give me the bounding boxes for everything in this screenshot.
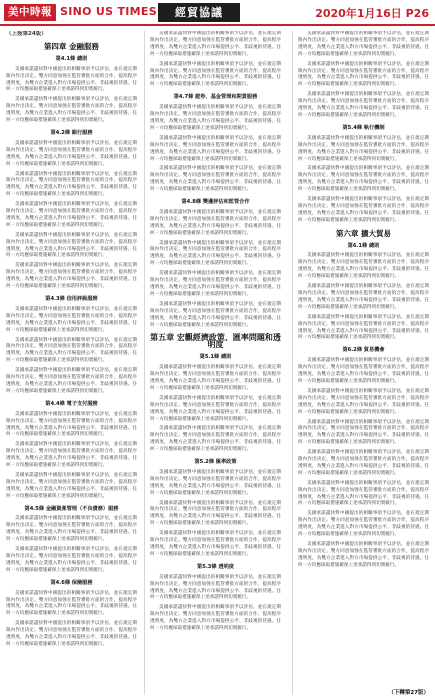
body-paragraph: 美國承諾盡快對中國提出的相關事項予以評估，並在規定期限內作出決定。雙方同意加強在監管審批方面的合作，提高程序透明度，為雙方企業進入對方市場提供公平、非歧視的待遇。任何一方均應採取措施確保上述承諾得到切實履行。 [6,306,137,333]
body-paragraph: 美國承諾盡快對中國提出的相關事項予以評估，並在規定期限內作出決定。雙方同意加強在監管審批方面的合作，提高程序透明度，為雙方企業進入對方市場提供公平、非歧視的待遇。任何一方均應採取措施確保上述承諾得到切實履行。 [6,263,137,290]
body-paragraph: 美國承諾盡快對中國提出的相關事項予以評估，並在規定期限內作出決定。雙方同意加強在監管審批方面的合作，提高程序透明度，為雙方企業進入對方市場提供公平、非歧視的待遇。任何一方均應採取措施確保上述承諾得到切實履行。 [150,271,281,297]
article-heading: 第6.2條 貿易機會 [342,347,385,354]
article-column-3 [298,31,429,695]
article-heading: 第5.1條 總則 [199,354,232,361]
body-paragraph: 美國承諾盡快對中國提出的相關事項予以評估，並在規定期限內作出決定。雙方同意加強在監管審批方面的合作，提高程序透明度，為雙方企業進入對方市場提供公平、非歧視的待遇。任何一方均應採取措施確保上述承諾得到切實履行。 [6,472,137,499]
body-paragraph: 美國承諾盡快對中國提出的相關事項予以評估，並在規定期限內作出決定。雙方同意加強在監管審批方面的合作，提高程序透明度，為雙方企業進入對方市場提供公平、非歧視的待遇。任何一方均應採取措施確保上述承諾得到切實履行。 [6,97,137,124]
article-heading: 第4.1條 總則 [55,55,88,62]
body-paragraph: 美國承諾盡快對中國提出的相關事項予以評估，並在規定期限內作出決定。雙方同意加強在監管審批方面的合作，提高程序透明度，為雙方企業進入對方市場提供公平、非歧視的待遇。任何一方均應採取措施確保上述承諾得到切實履行。 [150,166,281,193]
body-paragraph: 美國承諾盡快對中國提出的相關事項予以評估，並在規定期限內作出決定。雙方同意加強在監管審批方面的合作，提高程序透明度，為雙方企業進入對方市場提供公平、非歧視的待遇。任何一方均應採取措施確保上述承諾得到切實履行。 [6,442,137,469]
body-paragraph: 美國承諾盡快對中國提出的相關事項予以評估，並在規定期限內作出決定。雙方同意加強在監管審批方面的合作，提高程序透明度，為雙方企業進入對方市場提供公平、非歧視的待遇。任何一方均應採取措施確保上述承諾得到切實履行。 [6,547,137,573]
body-paragraph: 美國承諾盡快對中國提出的相關事項予以評估，並在規定期限內作出決定。雙方同意加強在監管審批方面的合作，提高程序透明度，為雙方企業進入對方市場提供公平、非歧視的待遇。任何一方均應採取措施確保上述承諾得到切實履行。 [298,92,429,118]
article-heading: 第5.2條 匯率政策 [194,459,237,466]
body-paragraph: 美國承諾盡快對中國提出的相關事項予以評估，並在規定期限內作出決定。雙方同意加強在監管審批方面的合作，提高程序透明度，為雙方企業進入對方市場提供公平、非歧視的待遇。任何一方均應採取措施確保上述承諾得到切實履行。 [6,66,137,93]
body-paragraph: 美國承諾盡快對中國提出的相關事項予以評估，並在規定期限內作出決定。雙方同意加強在監管審批方面的合作，提高程序透明度，為雙方企業進入對方市場提供公平、非歧視的待遇。任何一方均應採取措施確保上述承諾得到切實履行。 [298,61,429,88]
column-divider [292,31,293,695]
body-paragraph: 美國承諾盡快對中國提出的相關事項予以評估，並在規定期限內作出決定。雙方同意加強在監管審批方面的合作，提高程序透明度，為雙方企業進入對方市場提供公平、非歧視的待遇。任何一方均應採取措施確保上述承諾得到切實履行。 [6,140,137,167]
article-column-2 [150,31,281,695]
chapter-heading: 第六章 擴大貿易 [335,228,392,238]
article-heading: 第4.4條 電子支付服務 [45,400,98,407]
body-paragraph: 美國承諾盡快對中國提出的相關事項予以評估，並在規定期限內作出決定。雙方同意加強在監管審批方面的合作，提高程序透明度，為雙方企業進入對方市場提供公平、非歧視的待遇。任何一方均應採取措施確保上述承諾得到切實履行。 [298,31,429,57]
body-paragraph: 美國承諾盡快對中國提出的相關事項予以評估，並在規定期限內作出決定。雙方同意加強在監管審批方面的合作，提高程序透明度，為雙方企業進入對方市場提供公平、非歧視的待遇。任何一方均應採取措施確保上述承諾得到切實履行。 [6,202,137,228]
body-paragraph: 美國承諾盡快對中國提出的相關事項予以評估，並在規定期限內作出決定。雙方同意加強在監管審批方面的合作，提高程序透明度，為雙方企業進入對方市場提供公平、非歧視的待遇。任何一方均應採取措施確保上述承諾得到切實履行。 [298,314,429,341]
body-paragraph: 美國承諾盡快對中國提出的相關事項予以評估，並在規定期限內作出決定。雙方同意加強在監管審批方面的合作，提高程序透明度，為雙方企業進入對方市場提供公平、非歧視的待遇。任何一方均應採取措施確保上述承諾得到切實履行。 [298,197,429,223]
chapter-heading: 第四章 金融服務 [43,41,100,51]
body-paragraph: 美國承諾盡快對中國提出的相關事項予以評估，並在規定期限內作出決定。雙方同意加強在監管審批方面的合作，提高程序透明度，為雙方企業進入對方市場提供公平、非歧視的待遇。任何一方均應採取措施確保上述承諾得到切實履行。 [298,166,429,193]
newspaper-logo: 美中時報 [4,4,56,21]
brand-name: SINO US TIMES [60,5,157,18]
body-paragraph: 美國承諾盡快對中國提出的相關事項予以評估，並在規定期限內作出決定。雙方同意加強在監管審批方面的合作，提高程序透明度，為雙方企業進入對方市場提供公平、非歧視的待遇。任何一方均應採取措施確保上述承諾得到切實履行。 [150,105,281,131]
body-paragraph: 美國承諾盡快對中國提出的相關事項予以評估，並在規定期限內作出決定。雙方同意加強在監管審批方面的合作，提高程序透明度，為雙方企業進入對方市場提供公平、非歧視的待遇。任何一方均應採取措施確保上述承諾得到切實履行。 [6,621,137,647]
article-heading: 第4.7條 證券、基金管理和期貨服務 [173,94,258,101]
body-paragraph: 美國承諾盡快對中國提出的相關事項予以評估，並在規定期限內作出決定。雙方同意加強在監管審批方面的合作，提高程序透明度，為雙方企業進入對方市場提供公平、非歧視的待遇。任何一方均應採取措施確保上述承諾得到切實履行。 [150,531,281,557]
body-paragraph: 美國承諾盡快對中國提出的相關事項予以評估，並在規定期限內作出決定。雙方同意加強在監管審批方面的合作，提高程序透明度，為雙方企業進入對方市場提供公平、非歧視的待遇。任何一方均應採取措施確保上述承諾得到切實履行。 [6,516,137,543]
article-heading: 第4.8條 雙邊評估和監管合作 [181,199,250,206]
body-paragraph: 美國承諾盡快對中國提出的相關事項予以評估，並在規定期限內作出決定。雙方同意加強在監管審批方面的合作，提高程序透明度，為雙方企業進入對方市場提供公平、非歧視的待遇。任何一方均應採取措施確保上述承諾得到切實履行。 [6,232,137,259]
body-paragraph: 美國承諾盡快對中國提出的相關事項予以評估，並在規定期限內作出決定。雙方同意加強在監管審批方面的合作，提高程序透明度，為雙方企業進入對方市場提供公平、非歧視的待遇。任何一方均應採取措施確保上述承諾得到切實履行。 [150,301,281,328]
body-paragraph: 美國承諾盡快對中國提出的相關事項予以評估，並在規定期限內作出決定。雙方同意加強在監管審批方面的合作，提高程序透明度，為雙方企業進入對方市場提供公平、非歧視的待遇。任何一方均應採取措施確保上述承諾得到切實履行。 [6,171,137,198]
article-column-1 [6,31,137,695]
body-paragraph: 美國承諾盡快對中國提出的相關事項予以評估，並在規定期限內作出決定。雙方同意加強在監管審批方面的合作，提高程序透明度，為雙方企業進入對方市場提供公平、非歧視的待遇。任何一方均應採取措施確保上述承諾得到切實履行。 [150,500,281,527]
body-paragraph: 美國承諾盡快對中國提出的相關事項予以評估，並在規定期限內作出決定。雙方同意加強在監管審批方面的合作，提高程序透明度，為雙方企業進入對方市場提供公平、非歧視的待遇。任何一方均應採取措施確保上述承諾得到切實履行。 [298,284,429,310]
body-paragraph: 美國承諾盡快對中國提出的相關事項予以評估，並在規定期限內作出決定。雙方同意加強在監管審批方面的合作，提高程序透明度，為雙方企業進入對方市場提供公平、非歧視的待遇。任何一方均應採取措施確保上述承諾得到切實履行。 [298,511,429,538]
body-paragraph: 美國承諾盡快對中國提出的相關事項予以評估，並在規定期限內作出決定。雙方同意加強在監管審批方面的合作，提高程序透明度，為雙方企業進入對方市場提供公平、非歧視的待遇。任何一方均應採取措施確保上述承諾得到切實履行。 [6,368,137,394]
body-paragraph: 美國承諾盡快對中國提出的相關事項予以評估，並在規定期限內作出決定。雙方同意加強在監管審批方面的合作，提高程序透明度，為雙方企業進入對方市場提供公平、非歧視的待遇。任何一方均應採取措施確保上述承諾得到切實履行。 [150,365,281,391]
body-paragraph: 美國承諾盡快對中國提出的相關事項予以評估，並在規定期限內作出決定。雙方同意加強在監管審批方面的合作，提高程序透明度，為雙方企業進入對方市場提供公平、非歧視的待遇。任何一方均應採取措施確保上述承諾得到切實履行。 [298,253,429,280]
column-divider [144,31,145,695]
article-heading: 第4.6條 保險服務 [50,579,93,586]
masthead [0,0,435,26]
article-heading: 第4.5條 金融資產管理（不良債務）服務 [24,505,119,512]
body-paragraph: 美國承諾盡快對中國提出的相關事項予以評估，並在規定期限內作出決定。雙方同意加強在監管審批方面的合作，提高程序透明度，為雙方企業進入對方市場提供公平、非歧視的待遇。任何一方均應採取措施確保上述承諾得到切實履行。 [150,135,281,162]
body-paragraph: 美國承諾盡快對中國提出的相關事項予以評估，並在規定期限內作出決定。雙方同意加強在監管審批方面的合作，提高程序透明度，為雙方企業進入對方市場提供公平、非歧視的待遇。任何一方均應採取措施確保上述承諾得到切實履行。 [150,426,281,453]
body-paragraph: 美國承諾盡快對中國提出的相關事項予以評估，並在規定期限內作出決定。雙方同意加強在監管審批方面的合作，提高程序透明度，為雙方企業進入對方市場提供公平、非歧視的待遇。任何一方均應採取措施確保上述承諾得到切實履行。 [298,358,429,384]
article-heading: 第5.4條 執行機制 [342,124,385,131]
body-paragraph: 美國承諾盡快對中國提出的相關事項予以評估，並在規定期限內作出決定。雙方同意加強在監管審批方面的合作，提高程序透明度，為雙方企業進入對方市場提供公平、非歧視的待遇。任何一方均應採取措施確保上述承諾得到切實履行。 [150,469,281,496]
article-heading: 第4.3條 信用評級服務 [45,296,98,302]
body-paragraph: 美國承諾盡快對中國提出的相關事項予以評估，並在規定期限內作出決定。雙方同意加強在監管審批方面的合作，提高程序透明度，為雙方企業進入對方市場提供公平、非歧視的待遇。任何一方均應採取措施確保上述承諾得到切實履行。 [150,61,281,88]
body-paragraph: 美國承諾盡快對中國提出的相關事項予以評估，並在規定期限內作出決定。雙方同意加強在監管審批方面的合作，提高程序透明度，為雙方企業進入對方市場提供公平、非歧視的待遇。任何一方均應採取措施確保上述承諾得到切實履行。 [150,240,281,267]
body-paragraph: 美國承諾盡快對中國提出的相關事項予以評估，並在規定期限內作出決定。雙方同意加強在監管審批方面的合作，提高程序透明度，為雙方企業進入對方市場提供公平、非歧視的待遇。任何一方均應採取措施確保上述承諾得到切實履行。 [298,542,429,568]
body-paragraph: 美國承諾盡快對中國提出的相關事項予以評估，並在規定期限內作出決定。雙方同意加強在監管審批方面的合作，提高程序透明度，為雙方企業進入對方市場提供公平、非歧視的待遇。任何一方均應採取措施確保上述承諾得到切實履行。 [298,450,429,476]
body-paragraph: 美國承諾盡快對中國提出的相關事項予以評估，並在規定期限內作出決定。雙方同意加強在監管審批方面的合作，提高程序透明度，為雙方企業進入對方市場提供公平、非歧視的待遇。任何一方均應採取措施確保上述承諾得到切實履行。 [298,135,429,162]
masthead-divider [0,24,435,26]
body-paragraph: 美國承諾盡快對中國提出的相關事項予以評估，並在規定期限內作出決定。雙方同意加強在監管審批方面的合作，提高程序透明度，為雙方企業進入對方市場提供公平、非歧視的待遇。任何一方均應採取措施確保上述承諾得到切實履行。 [298,480,429,507]
body-paragraph: 美國承諾盡快對中國提出的相關事項予以評估，並在規定期限內作出決定。雙方同意加強在監管審批方面的合作，提高程序透明度，為雙方企業進入對方市場提供公平、非歧視的待遇。任何一方均應採取措施確保上述承諾得到切實履行。 [298,388,429,415]
body-paragraph: 美國承諾盡快對中國提出的相關事項予以評估，並在規定期限內作出決定。雙方同意加強在監管審批方面的合作，提高程序透明度，為雙方企業進入對方市場提供公平、非歧視的待遇。任何一方均應採取措施確保上述承諾得到切實履行。 [298,419,429,446]
article-heading: 第4.2條 銀行服務 [50,129,93,136]
date-page-label: 2020年1月16日 P26 [315,7,429,20]
chapter-heading: 第五章 宏觀經濟政策、匯率問題和透明度 [150,333,281,350]
body-paragraph: 美國承諾盡快對中國提出的相關事項予以評估，並在規定期限內作出決定。雙方同意加強在監管審批方面的合作，提高程序透明度，為雙方企業進入對方市場提供公平、非歧視的待遇。任何一方均應採取措施確保上述承諾得到切實履行。 [150,605,281,632]
body-paragraph: 美國承諾盡快對中國提出的相關事項予以評估，並在規定期限內作出決定。雙方同意加強在監管審批方面的合作，提高程序透明度，為雙方企業進入對方市場提供公平、非歧視的待遇。任何一方均應採取措施確保上述承諾得到切實履行。 [6,590,137,617]
body-paragraph: 美國承諾盡快對中國提出的相關事項予以評估，並在規定期限內作出決定。雙方同意加強在監管審批方面的合作，提高程序透明度，為雙方企業進入對方市場提供公平、非歧視的待遇。任何一方均應採取措施確保上述承諾得到切實履行。 [150,209,281,236]
body-paragraph: 美國承諾盡快對中國提出的相關事項予以評估，並在規定期限內作出決定。雙方同意加強在監管審批方面的合作，提高程序透明度，為雙方企業進入對方市場提供公平、非歧視的待遇。任何一方均應採取措施確保上述承諾得到切實履行。 [150,574,281,601]
body-paragraph: 美國承諾盡快對中國提出的相關事項予以評估，並在規定期限內作出決定。雙方同意加強在監管審批方面的合作，提高程序透明度，為雙方企業進入對方市場提供公平、非歧視的待遇。任何一方均應採取措施確保上述承諾得到切實履行。 [150,395,281,422]
continued-from-label: （上接第24版） [6,31,47,37]
continued-to-label: （下轉第27版） [388,690,429,696]
body-paragraph: 美國承諾盡快對中國提出的相關事項予以評估，並在規定期限內作出決定。雙方同意加強在監管審批方面的合作，提高程序透明度，為雙方企業進入對方市場提供公平、非歧視的待遇。任何一方均應採取措施確保上述承諾得到切實履行。 [150,31,281,57]
body-paragraph: 美國承諾盡快對中國提出的相關事項予以評估，並在規定期限內作出決定。雙方同意加強在監管審批方面的合作，提高程序透明度，為雙方企業進入對方市場提供公平、非歧視的待遇。任何一方均應採取措施確保上述承諾得到切實履行。 [6,337,137,364]
body-paragraph: 美國承諾盡快對中國提出的相關事項予以評估，並在規定期限內作出決定。雙方同意加強在監管審批方面的合作，提高程序透明度，為雙方企業進入對方市場提供公平、非歧視的待遇。任何一方均應採取措施確保上述承諾得到切實履行。 [6,411,137,438]
article-heading: 第5.3條 透明度 [197,563,234,570]
section-title: 經貿協議 [158,3,240,22]
article-heading: 第6.1條 總則 [347,242,380,249]
